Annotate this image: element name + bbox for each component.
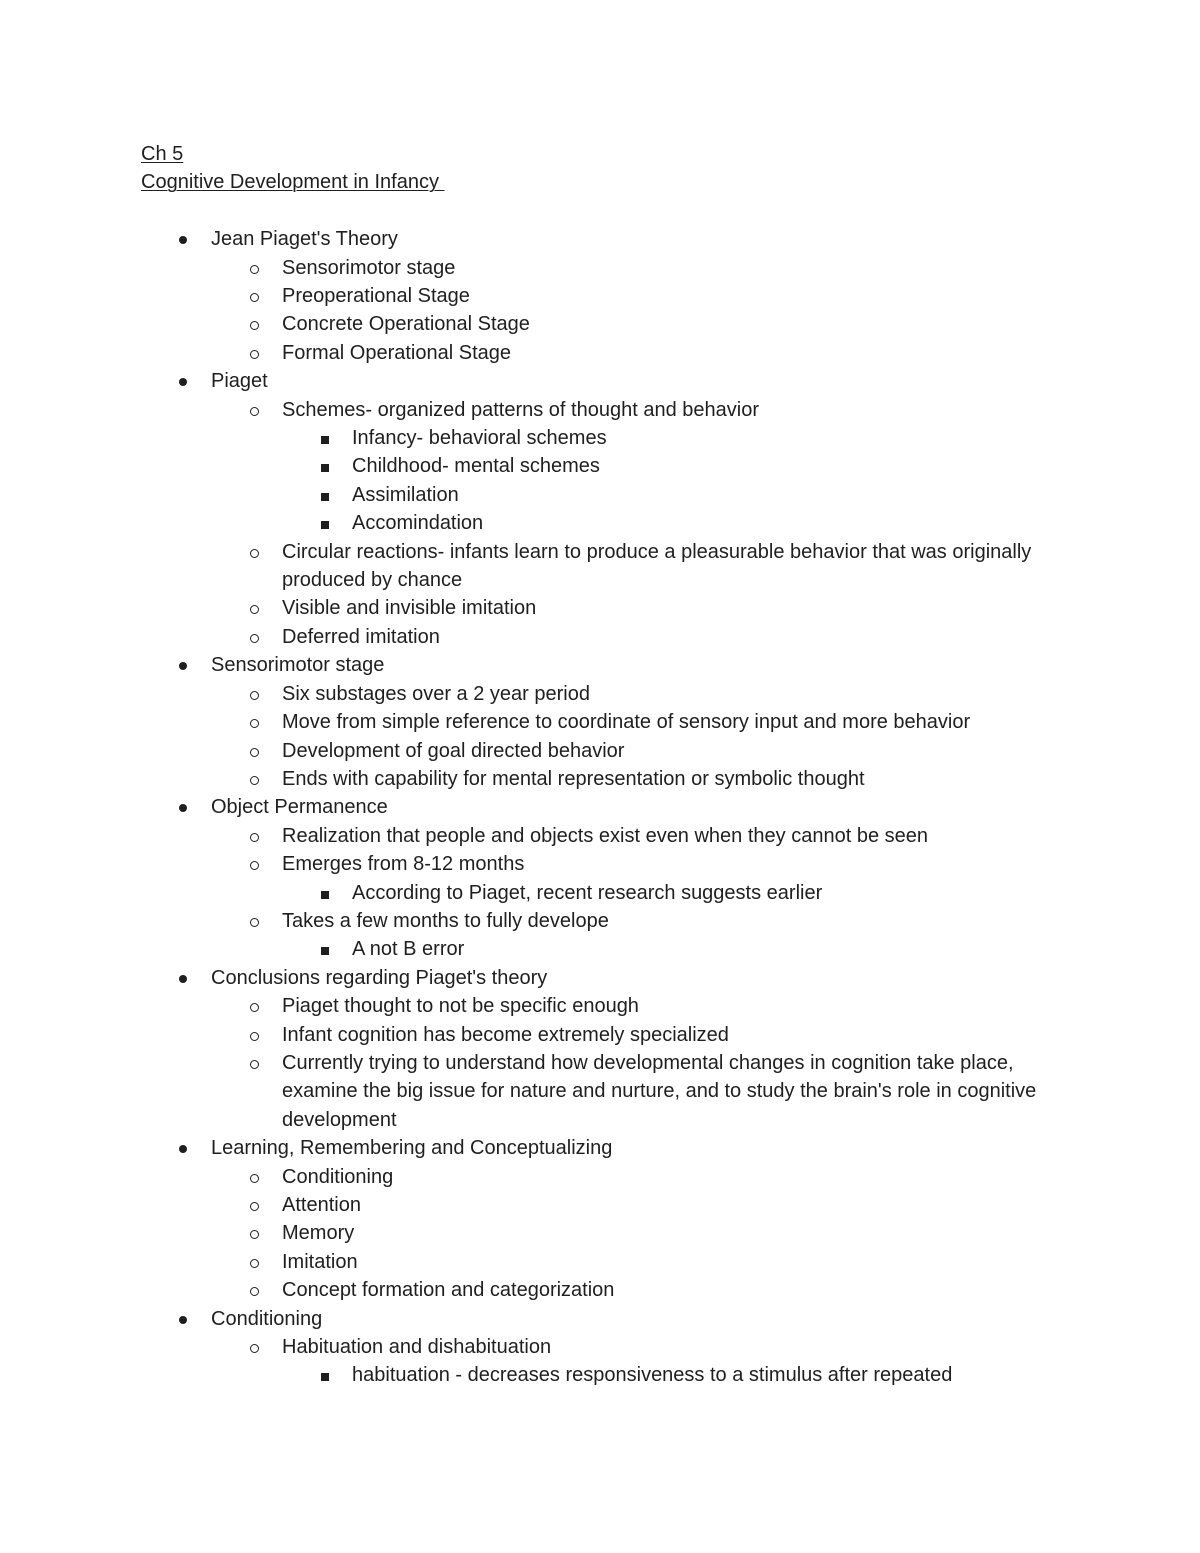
outline-item-level-2 xyxy=(141,1191,1061,1219)
outline-item-level-1 xyxy=(141,964,1061,992)
outline-item-level-3 xyxy=(141,452,1061,480)
outline-item-level-2 xyxy=(141,737,1061,765)
outline-item-level-1 xyxy=(141,651,1061,679)
outline-sublist xyxy=(141,396,1061,652)
circle-bullet-icon xyxy=(250,407,259,416)
outline-item-text: Circular reactions- infants learn to produce a pleasurable behavior that was originally produced by chance xyxy=(282,540,1032,592)
circle-bullet-icon xyxy=(250,918,259,927)
outline-item-level-2 xyxy=(141,680,1061,708)
outline-item-text: Sensorimotor stage xyxy=(211,654,385,677)
outline-sublist xyxy=(141,1163,1061,1305)
outline-item-text: Jean Piaget's Theory xyxy=(211,228,398,251)
outline-item-text: Visible and invisible imitation xyxy=(282,597,537,620)
outline-item-text: Conclusions regarding Piaget's theory xyxy=(211,966,548,989)
outline-item-text: Concrete Operational Stage xyxy=(282,313,530,336)
circle-bullet-icon xyxy=(250,1174,259,1183)
outline-item-level-2 xyxy=(141,992,1061,1020)
outline-sublist xyxy=(141,992,1061,1134)
outline-item-level-2 xyxy=(141,1163,1061,1191)
outline-item-text: Move from simple reference to coordinate of sensory input and more behavior xyxy=(282,711,971,734)
circle-bullet-icon xyxy=(250,321,259,330)
outline-item-text: Assimilation xyxy=(352,483,459,506)
outline-item-text: Imitation xyxy=(282,1250,358,1273)
circle-bullet-icon xyxy=(250,549,259,558)
circle-bullet-icon xyxy=(250,605,259,614)
circle-bullet-icon xyxy=(250,1003,259,1012)
outline-item-text: Habituation and dishabituation xyxy=(282,1336,552,1359)
outline-item-level-2 xyxy=(141,623,1061,651)
outline-sublist xyxy=(141,1361,1061,1389)
circle-bullet-icon xyxy=(250,691,259,700)
outline-item-text: Object Permanence xyxy=(211,796,388,819)
outline-sublist xyxy=(141,680,1061,794)
circle-bullet-icon xyxy=(250,1032,259,1041)
outline-sublist xyxy=(141,1333,1061,1390)
outline-item-level-2 xyxy=(141,538,1061,595)
outline-sublist xyxy=(141,822,1061,964)
outline-item-text: Concept formation and categorization xyxy=(282,1279,615,1302)
outline-item-level-2 xyxy=(141,1333,1061,1361)
square-bullet-icon xyxy=(321,891,329,899)
outline-item-text: Conditioning xyxy=(211,1307,323,1330)
circle-bullet-icon xyxy=(250,833,259,842)
outline-item-text: Memory xyxy=(282,1222,355,1245)
outline-item-level-1 xyxy=(141,225,1061,253)
outline-item-text: Six substages over a 2 year period xyxy=(282,682,590,705)
outline-item-text: Ends with capability for mental representation or symbolic thought xyxy=(282,767,865,790)
outline-item-level-2 xyxy=(141,708,1061,736)
circle-bullet-icon xyxy=(250,719,259,728)
outline-item-level-2 xyxy=(141,339,1061,367)
outline-sublist xyxy=(141,254,1061,368)
circle-bullet-icon xyxy=(250,776,259,785)
outline-item-level-2 xyxy=(141,310,1061,338)
outline-item-text: According to Piaget, recent research suggests earlier xyxy=(352,881,823,904)
circle-bullet-icon xyxy=(250,1259,259,1268)
outline-item-text: Piaget thought to not be specific enough xyxy=(282,995,639,1018)
outline-item-level-2 xyxy=(141,765,1061,793)
outline-item-level-3 xyxy=(141,424,1061,452)
circle-bullet-icon xyxy=(250,293,259,302)
outline-item-text: Sensorimotor stage xyxy=(282,256,456,279)
square-bullet-icon xyxy=(321,493,329,501)
outline-item-level-3 xyxy=(141,879,1061,907)
disc-bullet-icon xyxy=(179,1145,187,1153)
outline-item-text: Conditioning xyxy=(282,1165,394,1188)
outline-item-level-2 xyxy=(141,594,1061,622)
disc-bullet-icon xyxy=(179,662,187,670)
circle-bullet-icon xyxy=(250,861,259,870)
outline-item-text: Realization that people and objects exist even when they cannot be seen xyxy=(282,824,928,847)
circle-bullet-icon xyxy=(250,634,259,643)
outline-item-level-2 xyxy=(141,1049,1061,1134)
outline-item-level-3 xyxy=(141,481,1061,509)
outline-item-text: Currently trying to understand how developmental changes in cognition take place, examine the big issue for nature and nurture, and to study the brain's role in cognitive development xyxy=(282,1051,1037,1131)
outline-item-level-2 xyxy=(141,1021,1061,1049)
outline-item-level-3 xyxy=(141,935,1061,963)
outline-item-level-2 xyxy=(141,1248,1061,1276)
square-bullet-icon xyxy=(321,1373,329,1381)
outline-item-text: A not B error xyxy=(352,938,465,961)
outline-item-text: Development of goal directed behavior xyxy=(282,739,625,762)
circle-bullet-icon xyxy=(250,1230,259,1239)
disc-bullet-icon xyxy=(179,804,187,812)
outline-item-text: Takes a few months to fully develope xyxy=(282,909,609,932)
outline-item-text: Childhood- mental schemes xyxy=(352,455,600,478)
outline-sublist xyxy=(141,879,1061,907)
outline-item-level-2 xyxy=(141,1276,1061,1304)
square-bullet-icon xyxy=(321,436,329,444)
outline-sublist xyxy=(141,424,1061,538)
outline-item-level-2 xyxy=(141,822,1061,850)
outline-item-text: Learning, Remembering and Conceptualizing xyxy=(211,1137,613,1160)
outline-item-text: Emerges from 8-12 months xyxy=(282,853,525,876)
outline-item-level-1 xyxy=(141,367,1061,395)
circle-bullet-icon xyxy=(250,1060,259,1069)
disc-bullet-icon xyxy=(179,975,187,983)
square-bullet-icon xyxy=(321,521,329,529)
circle-bullet-icon xyxy=(250,1287,259,1296)
outline-item-level-2 xyxy=(141,396,1061,424)
outline-sublist xyxy=(141,935,1061,963)
document-body xyxy=(141,140,1061,1390)
outline-item-level-2 xyxy=(141,282,1061,310)
circle-bullet-icon xyxy=(250,1344,259,1353)
outline-item-text: Schemes- organized patterns of thought and behavior xyxy=(282,398,759,421)
outline-item-text: Piaget xyxy=(211,370,268,393)
disc-bullet-icon xyxy=(179,1316,187,1324)
outline-item-text: Preoperational Stage xyxy=(282,285,470,308)
circle-bullet-icon xyxy=(250,265,259,274)
outline-list xyxy=(141,225,1061,1390)
outline-item-text: Infancy- behavioral schemes xyxy=(352,427,607,450)
blank-line xyxy=(141,197,1061,225)
outline-item-text: Infant cognition has become extremely specialized xyxy=(282,1023,729,1046)
circle-bullet-icon xyxy=(250,748,259,757)
outline-item-text: Attention xyxy=(282,1194,361,1217)
outline-item-level-2 xyxy=(141,907,1061,935)
chapter-title: Cognitive Development in Infancy xyxy=(141,171,445,194)
outline-item-level-2 xyxy=(141,1219,1061,1247)
circle-bullet-icon xyxy=(250,1202,259,1211)
disc-bullet-icon xyxy=(179,236,187,244)
outline-item-level-1 xyxy=(141,1134,1061,1162)
square-bullet-icon xyxy=(321,464,329,472)
outline-item-level-2 xyxy=(141,850,1061,878)
outline-item-level-3 xyxy=(141,1361,1061,1389)
outline-item-text: Accomindation xyxy=(352,512,484,535)
circle-bullet-icon xyxy=(250,350,259,359)
outline-item-level-1 xyxy=(141,1305,1061,1333)
outline-item-level-3 xyxy=(141,509,1061,537)
outline-item-level-2 xyxy=(141,254,1061,282)
disc-bullet-icon xyxy=(179,378,187,386)
square-bullet-icon xyxy=(321,947,329,955)
chapter-heading: Ch 5 xyxy=(141,143,184,165)
outline-item-level-1 xyxy=(141,793,1061,821)
outline-item-text: Deferred imitation xyxy=(282,625,440,648)
outline-item-text: habituation - decreases responsiveness to a stimulus after repeated xyxy=(352,1364,953,1387)
outline-item-text: Formal Operational Stage xyxy=(282,341,512,364)
